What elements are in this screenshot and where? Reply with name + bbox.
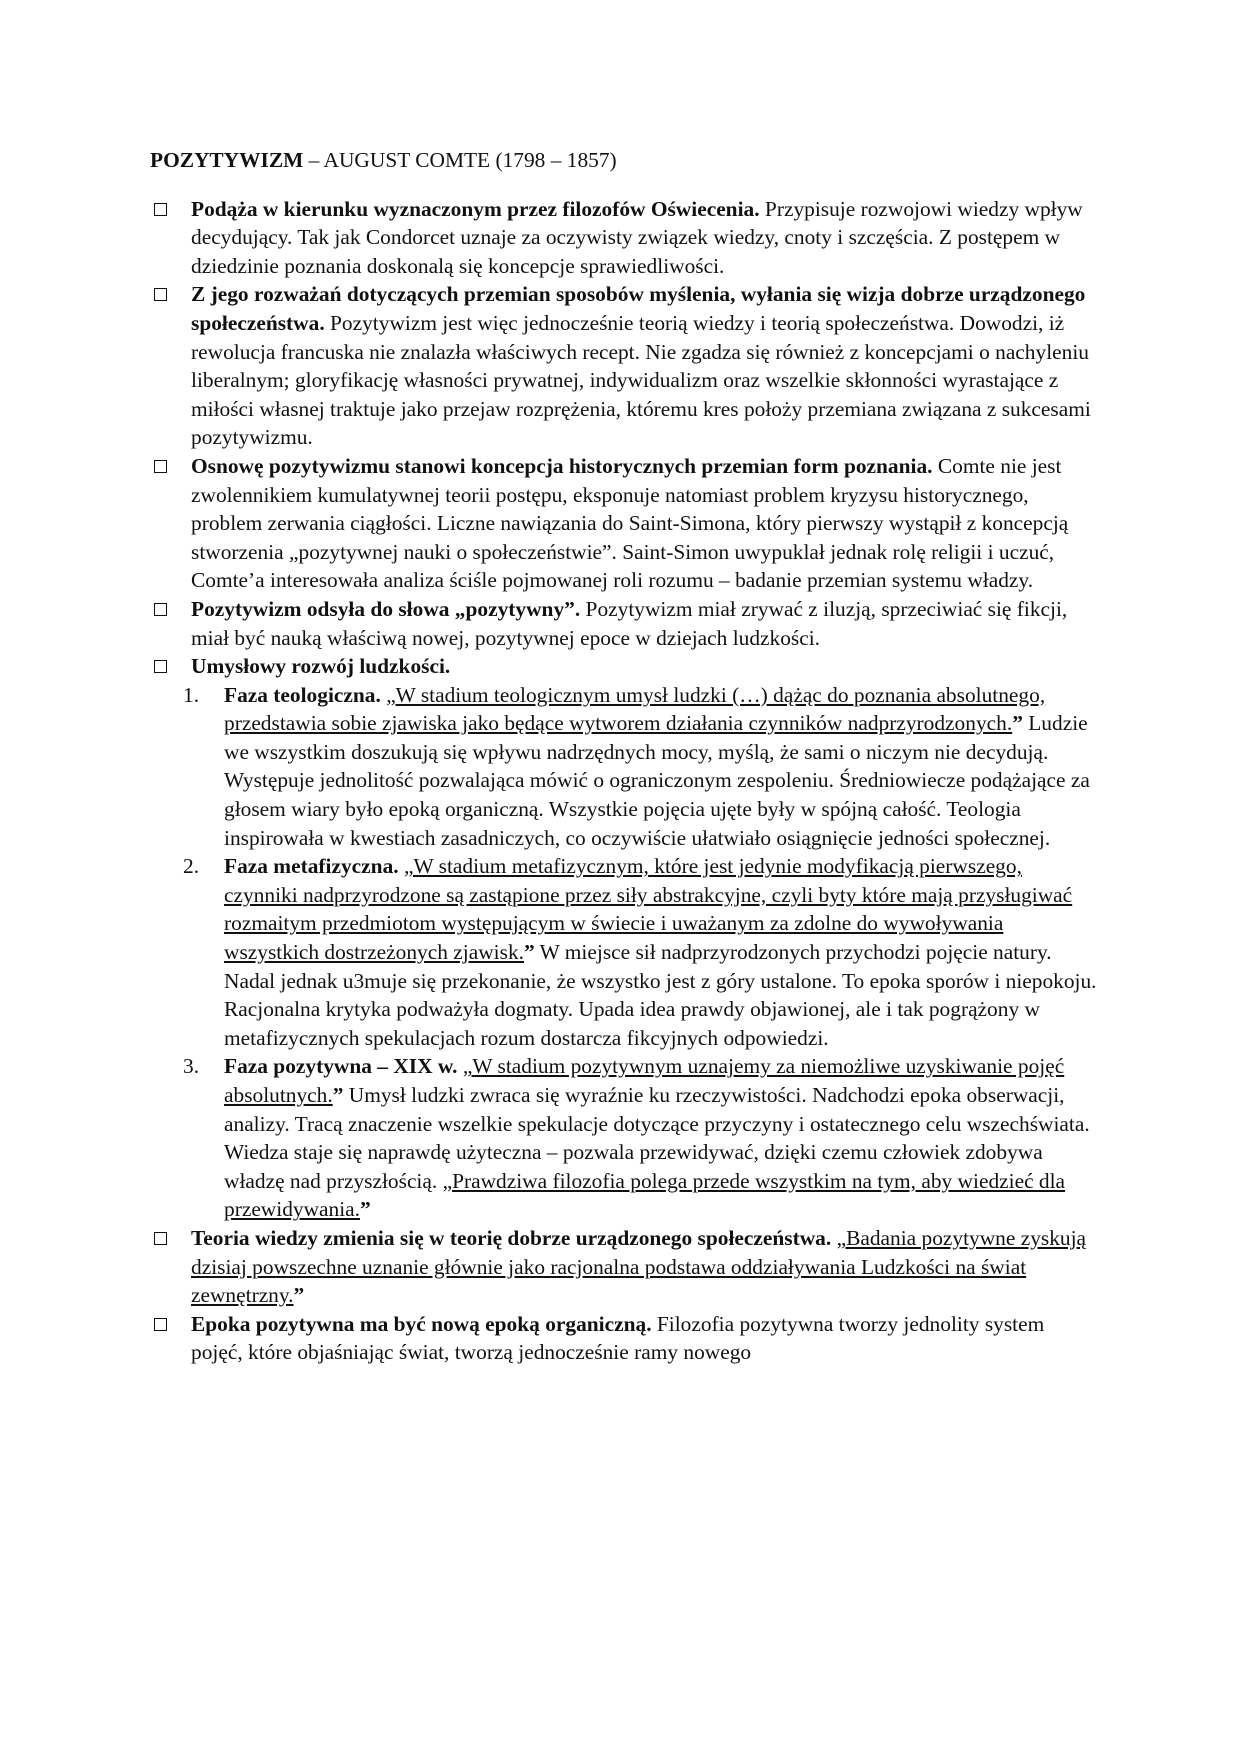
phase-item <box>183 1052 1100 1224</box>
quote-mark: ” <box>523 940 535 965</box>
phase-number: 2. <box>183 854 200 879</box>
bullet-text: Przypisuje rozwojowi wiedzy wpływ decydujący. Tak jak Condorcet uznaje za oczywisty związek wiedzy, cnoty i szczęścia. Z postępem w dziedzinie poznania doskonalą się koncepcje sprawiedliwości. <box>191 196 1083 278</box>
bullet-item <box>150 652 1100 1224</box>
phase-quote: „W stadium pozytywnym uznajemy za niemożliwe uzyskiwanie pojęć absolutnych. <box>224 1054 1065 1107</box>
checkbox-square-icon <box>154 288 167 301</box>
bullet-item <box>150 280 1100 452</box>
phase-text: W miejsce sił nadprzyrodzonych przychodzi pojęcie natury. Nadal jednak u3muje się przekonanie, że wszystko jest z góry ustalone. To epoka sporów i niepokoju. Racjonalna krytyka podważyła dogmaty. Upada idea prawdy objawionej, ale i tak pogrążony w metafizycznych spekulacjach rozum dostarcza fikcyjnych odpowiedzi. <box>224 940 1097 1050</box>
checkbox-square-icon <box>154 1318 167 1331</box>
phase-quote: „W stadium teologicznym umysł ludzki (…) dążąc do poznania absolutnego, przedstawia sobie zjawiska jako będące wytworem działania czynników nadprzyrodzonych. <box>224 682 1046 736</box>
bullet-lead: Epoka pozytywna ma być nową epoką organiczną. <box>191 1311 652 1336</box>
bullet-lead: Teoria wiedzy zmienia się w teorię dobrze urządzonego społeczeństwa. <box>191 1225 832 1250</box>
checkbox-square-icon <box>154 1232 167 1245</box>
checkbox-square-icon <box>154 660 167 673</box>
phase-number: 3. <box>183 1054 200 1079</box>
phase-quote: „W stadium metafizycznym, które jest jedynie modyfikacją pierwszego, czynniki nadprzyrodzone są zastąpione przez siły abstrakcyjne, czyli byty które mają przysługiwać rozmaitym przedmiotom występującym w świecie i uważanym za zdolne do wywoływania wszystkich dostrzeżonych zjawisk. <box>224 854 1073 965</box>
quote-mark: ” <box>293 1283 305 1308</box>
bullet-lead: Umysłowy rozwój ludzkości. <box>191 654 451 679</box>
bullet-item <box>150 595 1100 652</box>
phase-item <box>183 681 1100 853</box>
phase-text: Ludzie we wszystkim doszukują się wpływu nadrzędnych mocy, myślą, że sami o niczym nie decydują. Występuje jednolitość pozwalająca mówić o ograniczonym zespoleniu. Średniowiecze podążające za głosem wiary było epoką organiczną. Wszystkie pojęcia ujęte były w spójną całość. Teologia inspirowała w kwestiach zasadniczych, co oczywiście ułatwiało osiągnięcie jedności społecznej. <box>224 711 1090 850</box>
bullet-item <box>150 1224 1100 1310</box>
bullet-lead: Pozytywizm odsyła do słowa „pozytywny”. <box>191 596 581 621</box>
phase-number: 1. <box>183 682 200 707</box>
bullet-list <box>150 195 1100 1367</box>
phase-list <box>183 681 1100 1224</box>
document-title <box>150 146 1100 175</box>
bullet-item <box>150 195 1100 281</box>
title-rest: – AUGUST COMTE (1798 – 1857) <box>303 148 617 172</box>
quote-mark: ” <box>1012 711 1023 736</box>
quote-mark: ” <box>360 1197 371 1222</box>
phase-title: Faza pozytywna – XIX w. <box>224 1054 458 1079</box>
title-bold: POZYTYWIZM <box>150 148 304 172</box>
phase-title: Faza teologiczna. <box>224 682 381 707</box>
phase-title: Faza metafizyczna. <box>224 854 399 879</box>
bullet-item <box>150 452 1100 595</box>
checkbox-square-icon <box>154 603 167 616</box>
phase-text: Umysł ludzki zwraca się wyraźnie ku rzeczywistości. Nadchodzi epoka obserwacji, analizy. Tracą znaczenie wszelkie spekulacje dotyczące przyczyny i ostatecznego celu wszechświata. Wiedza staje się naprawdę użyteczna – pozwala przewidywać, dzięki czemu człowiek zdobywa władzę nad przyszłością. <box>224 1083 1090 1193</box>
bullet-item <box>150 1310 1100 1367</box>
checkbox-square-icon <box>154 460 167 473</box>
document-page <box>150 146 1100 1367</box>
bullet-lead: Osnowę pozytywizmu stanowi koncepcja historycznych przemian form poznania. <box>191 453 933 478</box>
phase-item <box>183 852 1100 1052</box>
bullet-text: Filozofia pozytywna tworzy jednolity system pojęć, które objaśniając świat, tworzą jednocześnie ramy nowego <box>191 1311 1045 1365</box>
bullet-text: Pozytywizm jest więc jednocześnie teorią wiedzy i teorią społeczeństwa. Dowodzi, iż rewolucja francuska nie znalazła właściwych recept. Nie zgadza się również z koncepcjami o nachyleniu liberalnym; gloryfikację własności prywatnej, indywidualizm oraz wszelkie skłonności wyrastające z miłości własnej traktuje jako przejaw rozprężenia, któremu kres położy przemiana związana z sukcesami pozytywizmu. <box>191 310 1091 450</box>
phase-quote-2: „Prawdziwa filozofia polega przede wszystkim na tym, aby wiedzieć dla przewidywania. <box>224 1168 1066 1222</box>
bullet-lead: Podąża w kierunku wyznaczonym przez filozofów Oświecenia. <box>191 196 760 221</box>
bullet-lead: Z jego rozważań dotyczących przemian sposobów myślenia, wyłania się wizja dobrze urządzonego społeczeństwa. <box>191 282 1086 335</box>
bullet-text: Pozytywizm miał zrywać z iluzją, sprzeciwiać się fikcji, miał być nauką właściwą nowej, pozytywnej epoce w dziejach ludzkości. <box>191 596 1068 650</box>
bullet-quote: „Badania pozytywne zyskują dzisiaj powszechne uznanie głównie jako racjonalna podstawa oddziaływania Ludzkości na świat zewnętrzny. <box>191 1225 1087 1308</box>
checkbox-square-icon <box>154 203 167 216</box>
quote-mark: ” <box>332 1083 344 1107</box>
bullet-text: Comte nie jest zwolennikiem kumulatywnej teorii postępu, eksponuje natomiast problem kryzysu historycznego, problem zerwania ciągłości. Liczne nawiązania do Saint-Simona, który pierwszy wystąpił z koncepcją stworzenia „pozytywnej nauki o społeczeństwie”. Saint-Simon uwypuklał jednak rolę religii i uczuć, Comte’a interesowała analiza ściśle pojmowanej roli rozumu – badanie przemian systemu władzy. <box>191 453 1069 593</box>
